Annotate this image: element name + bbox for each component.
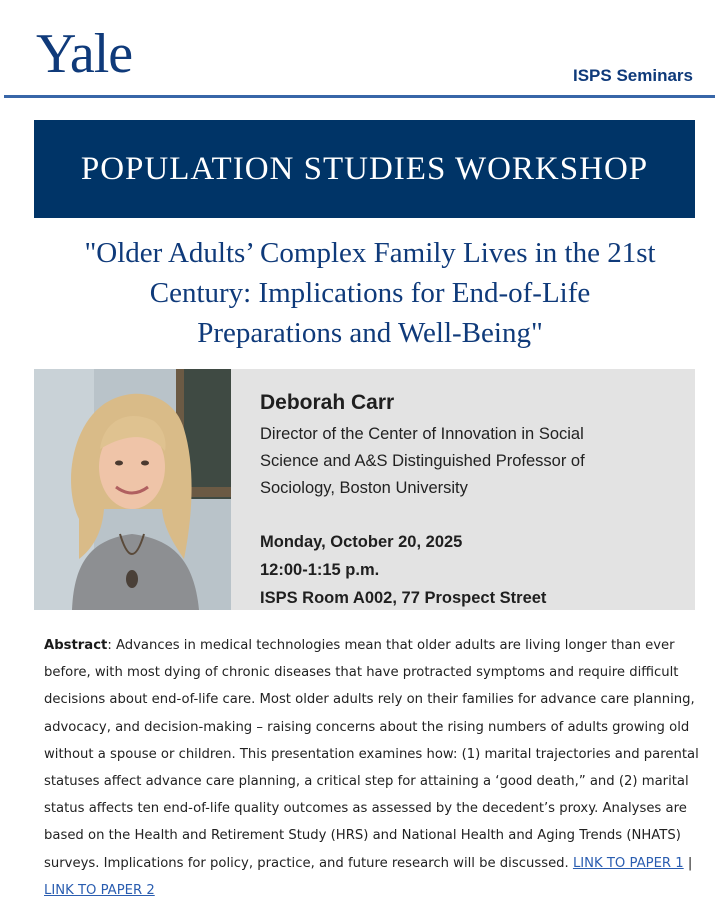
talk-title-line: Preparations and Well-Being" [197,317,543,349]
speaker-section [34,369,695,610]
speaker-photo [34,369,231,610]
page-header [0,0,715,100]
event-details [260,528,680,612]
affiliation-line: Science and A&S Distinguished Professor of [260,452,585,470]
header-rule [4,95,715,98]
affiliation-line: Director of the Center of Innovation in Social [260,425,584,443]
yale-logo: Yale [36,23,133,85]
banner-title: POPULATION STUDIES WORKSHOP [80,150,649,187]
series-label: ISPS Seminars [572,66,693,85]
event-time: 12:00-1:15 p.m. [260,561,380,579]
abstract [44,632,700,904]
speaker-info [260,391,680,612]
talk-title-line: Century: Implications for End-of-Life [149,277,591,309]
event-location: ISPS Room A002, 77 Prospect Street [260,589,547,607]
paper-2-link[interactable]: LINK TO PAPER 2 [44,882,155,898]
speaker-affiliation [260,421,680,502]
workshop-banner [34,120,695,218]
event-date: Monday, October 20, 2025 [260,533,463,551]
abstract-body: : Advances in medical technologies mean that older adults are living longer than ever before, with most dying of chronic diseases that have protracted symptoms and require difficult decisions about end-of-life care. Most older adults rely on their families for advance care planning, advocacy, and decision-making – raising concerns about the rising numbers of adults growing old without a spouse or children. This presentation examines how: (1) marital trajectories and parental statuses affect advance care planning, a critical step for attaining a ‘good death,” and (2) marital status affects ten end-of-life quality outcomes as assessed by the decedent’s proxy. Analyses are based on the Health and Retirement Study (HRS) and National Health and Aging Trends (NHATS) surveys. Implications for policy, practice, and future research will be discussed. [44,638,699,871]
talk-title [40,233,700,353]
link-separator: | [683,855,693,871]
abstract-label: Abstract [44,638,108,653]
paper-1-link[interactable]: LINK TO PAPER 1 [572,855,684,871]
speaker-name: Deborah Carr [260,391,395,414]
talk-title-line: "Older Adults’ Complex Family Lives in the 21st [84,237,656,269]
affiliation-line: Sociology, Boston University [260,479,468,497]
